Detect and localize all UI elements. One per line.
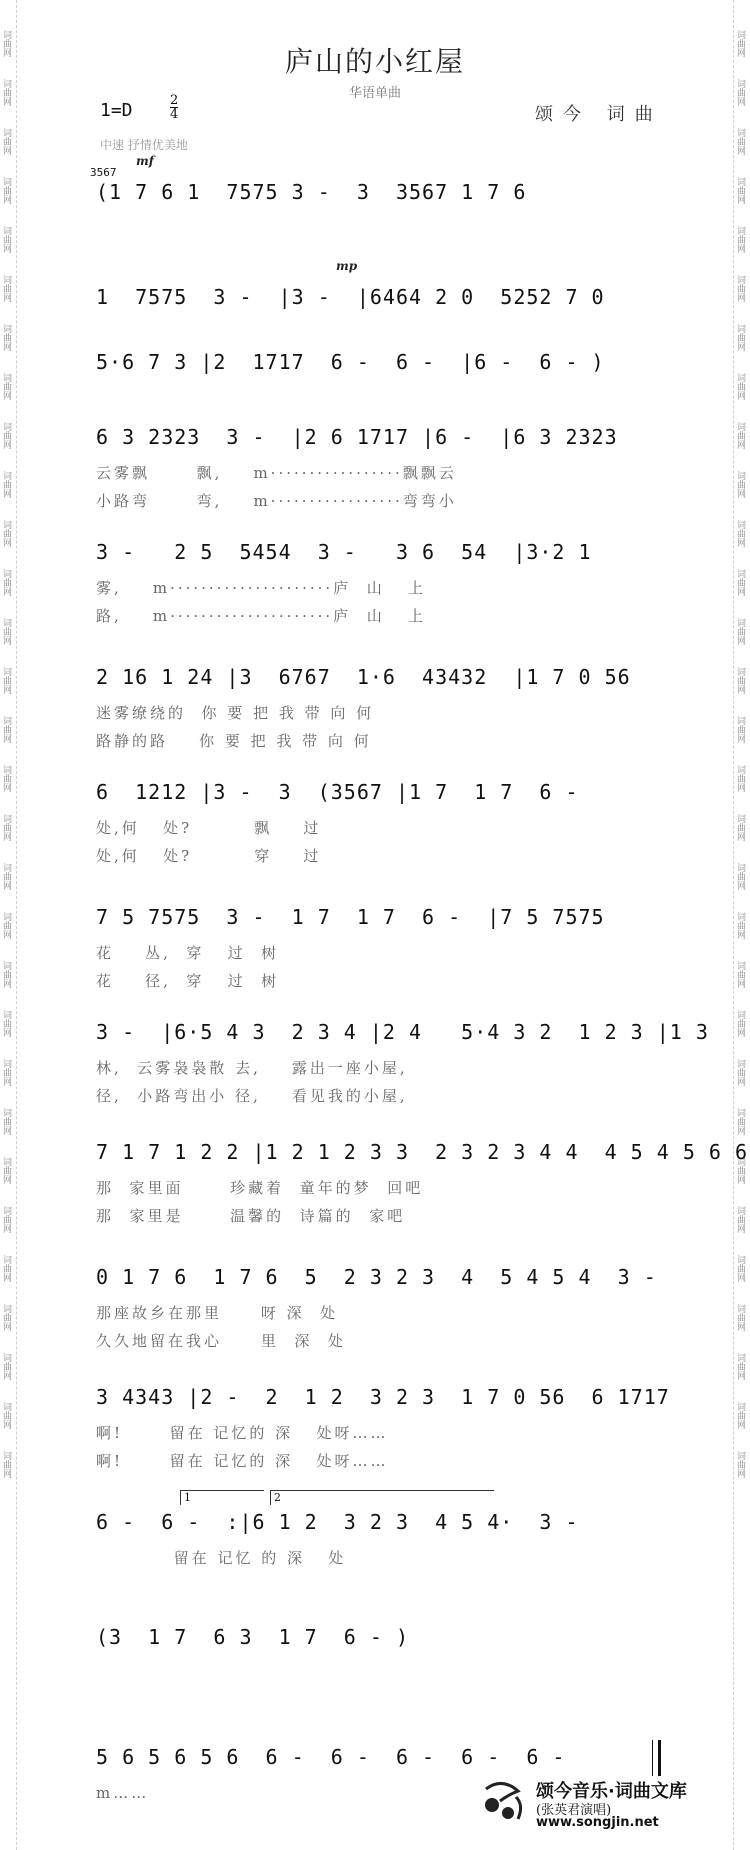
margin-watermark-label: 词曲网 [1, 1451, 11, 1478]
margin-watermark-label: 词曲网 [1, 1402, 11, 1429]
margin-watermark-label: 词曲网 [735, 716, 745, 743]
score-line [96, 665, 656, 755]
notation-line: 3 - 2 5 5454 3 - 3 6 54 |3·2 1 [96, 540, 592, 564]
notation-line: 5 6 5 6 5 6 6 - 6 - 6 - 6 - 6 - [96, 1745, 566, 1769]
margin-watermark-label: 词曲网 [1, 177, 11, 204]
margin-watermark-label: 词曲网 [735, 373, 745, 400]
lyric-line: 路静的路 你 要 把 我 带 向 何 [96, 732, 372, 750]
margin-watermark-label: 词曲网 [1, 667, 11, 694]
notation-line: 5·6 7 3 |2 1717 6 - 6 - |6 - 6 - ) [96, 350, 605, 374]
margin-watermark-label: 词曲网 [735, 961, 745, 988]
margin-watermark-label: 词曲网 [735, 1108, 745, 1135]
margin-watermark-label: 词曲网 [735, 324, 745, 351]
dynamic-marking: mp [336, 259, 358, 273]
margin-watermark-label: 词曲网 [735, 1304, 745, 1331]
margin-watermark-label: 词曲网 [1, 765, 11, 792]
publisher-url: www.songjin.net [536, 1815, 659, 1830]
notation-line: 0 1 7 6 1 7 6 5 2 3 2 3 4 5 4 5 4 3 - [96, 1265, 657, 1289]
margin-watermark-label: 词曲网 [735, 814, 745, 841]
margin-watermark-label: 词曲网 [735, 520, 745, 547]
lyric-line: 迷雾缭绕的 你 要 把 我 带 向 何 [96, 704, 375, 722]
notation-line: (3 1 7 6 3 1 7 6 - ) [96, 1625, 409, 1649]
margin-watermark-label: 词曲网 [735, 863, 745, 890]
margin-watermark-label: 词曲网 [735, 1255, 745, 1282]
lyric-line: 处,何 处? 穿 过 [96, 847, 322, 865]
margin-watermark-label: 词曲网 [1, 961, 11, 988]
lyric-line: 那座故乡在那里 呀 深 处 [96, 1304, 339, 1322]
margin-watermark-label: 词曲网 [1, 814, 11, 841]
margin-watermark-label: 词曲网 [735, 1451, 745, 1478]
margin-watermark-label: 词曲网 [735, 1206, 745, 1233]
lyric-line: 路, m·····················庐 山 上 [96, 607, 427, 625]
notation-line: 3 4343 |2 - 2 1 2 3 2 3 1 7 0 56 6 1717 [96, 1385, 670, 1409]
lyric-line: 啊! 留在 记忆的 深 处呀…… [96, 1452, 389, 1470]
volta-bracket: 1 [180, 1490, 264, 1505]
margin-watermark-label: 词曲网 [1, 1059, 11, 1086]
score-line [96, 259, 656, 309]
music-note-logo-icon [478, 1775, 528, 1825]
tempo-marking: 中速 抒情优美地 [100, 138, 188, 152]
margin-watermark-label: 词曲网 [1, 226, 11, 253]
notation-line: 1 7575 3 - |3 - |6464 2 0 5252 7 0 [96, 285, 605, 309]
margin-watermark-label: 词曲网 [735, 1402, 745, 1429]
score-line [96, 1625, 656, 1649]
margin-watermark-label: 词曲网 [1, 373, 11, 400]
margin-watermark-label: 词曲网 [1, 1010, 11, 1037]
score-line [96, 1020, 709, 1110]
margin-watermark-label: 词曲网 [1, 520, 11, 547]
notation-line: 2 16 1 24 |3 6767 1·6 43432 |1 7 0 56 [96, 665, 631, 689]
meter-bottom: 4 [170, 107, 179, 122]
lyric-line: 那 家里面 珍藏着 童年的梦 回吧 [96, 1179, 424, 1197]
lyric-line: 处,何 处? 飘 过 [96, 819, 322, 837]
publisher-logo-block [478, 1775, 738, 1835]
margin-watermark-label: 词曲网 [735, 128, 745, 155]
right-margin-strip [733, 0, 750, 1850]
lyric-line: m…… [96, 1784, 150, 1802]
margin-watermark-label: 词曲网 [1, 1304, 11, 1331]
volta-bracket: 2 [270, 1490, 494, 1505]
lyric-line: 那 家里是 温馨的 诗篇的 家吧 [96, 1207, 406, 1225]
margin-watermark-label: 词曲网 [1, 422, 11, 449]
margin-watermark-label: 词曲网 [1, 863, 11, 890]
song-title: 庐山的小红屋 [284, 45, 465, 78]
margin-watermark-label: 词曲网 [735, 226, 745, 253]
margin-watermark-label: 词曲网 [735, 1353, 745, 1380]
time-signature [170, 94, 178, 121]
margin-watermark-label: 词曲网 [1, 1108, 11, 1135]
margin-watermark-label: 词曲网 [735, 765, 745, 792]
margin-watermark-label: 词曲网 [1, 618, 11, 645]
margin-watermark-label: 词曲网 [1, 1255, 11, 1282]
notation-line: 6 - 6 - :|6 1 2 3 2 3 4 5 4· 3 - [96, 1510, 579, 1534]
margin-watermark-label: 词曲网 [735, 177, 745, 204]
margin-watermark-label: 词曲网 [735, 471, 745, 498]
meter-top: 2 [170, 93, 179, 108]
notation-line: 7 5 7575 3 - 1 7 1 7 6 - |7 5 7575 [96, 905, 605, 929]
margin-watermark-label: 词曲网 [735, 1157, 745, 1184]
lyric-line: 林, 云雾袅袅散 去, 露出一座小屋, [96, 1059, 408, 1077]
margin-watermark-label: 词曲网 [1, 1353, 11, 1380]
margin-watermark-label: 词曲网 [735, 569, 745, 596]
notation-line: (1 7 6 1 7575 3 - 3 3567 1 7 6 [96, 180, 527, 204]
lyric-line: 径, 小路弯出小 径, 看见我的小屋, [96, 1087, 408, 1105]
margin-watermark-label: 词曲网 [735, 422, 745, 449]
score-line [96, 425, 656, 515]
score-line [96, 1385, 670, 1475]
margin-watermark-label: 词曲网 [735, 79, 745, 106]
margin-watermark-label: 词曲网 [1, 569, 11, 596]
margin-watermark-label: 词曲网 [1, 128, 11, 155]
margin-watermark-label: 词曲网 [735, 618, 745, 645]
lyric-line: 花 径, 穿 过 树 [96, 972, 280, 990]
margin-watermark-label: 词曲网 [735, 1059, 745, 1086]
score-line [96, 1510, 656, 1572]
singer-credit: (张英君演唱) [536, 1803, 612, 1818]
score-line [96, 540, 656, 630]
lyric-line: 啊! 留在 记忆的 深 处呀…… [96, 1424, 389, 1442]
margin-watermark-label: 词曲网 [1, 912, 11, 939]
lyric-line: 小路弯 弯, m·················弯弯小 [96, 492, 457, 510]
notation-line: 6 1212 |3 - 3 (3567 |1 7 1 7 6 - [96, 780, 579, 804]
score-line [96, 350, 656, 374]
key-signature: 1=D [100, 100, 133, 121]
margin-watermark-label: 词曲网 [1, 324, 11, 351]
score-line [96, 1265, 656, 1355]
margin-watermark-label: 词曲网 [1, 1157, 11, 1184]
notation-line: 3 - |6·5 4 3 2 3 4 |2 4 5·4 3 2 1 2 3 |1 3 [96, 1020, 709, 1044]
margin-watermark-label: 词曲网 [735, 275, 745, 302]
margin-watermark-label: 词曲网 [1, 30, 11, 57]
dynamic-marking: mf [136, 154, 154, 168]
margin-watermark-label: 词曲网 [735, 667, 745, 694]
margin-watermark-label: 词曲网 [735, 1010, 745, 1037]
lyric-line: 久久地留在我心 里 深 处 [96, 1332, 346, 1350]
lyric-line: 雾, m·····················庐 山 上 [96, 579, 427, 597]
margin-watermark-label: 词曲网 [735, 30, 745, 57]
margin-watermark-label: 词曲网 [735, 912, 745, 939]
lyric-line: 云雾飘 飘, m·················飘飘云 [96, 464, 457, 482]
margin-watermark-label: 词曲网 [1, 79, 11, 106]
score-line [96, 905, 656, 995]
song-subtitle: 华语单曲 [348, 86, 401, 101]
margin-watermark-label: 词曲网 [1, 1206, 11, 1233]
margin-watermark-label: 词曲网 [1, 471, 11, 498]
grace-notes: 3567 [90, 166, 117, 179]
lyric-line: 花 丛, 穿 过 树 [96, 944, 280, 962]
score-line [90, 154, 656, 204]
author-credit: 颂今 词曲 [535, 104, 663, 125]
margin-watermark-label: 词曲网 [1, 275, 11, 302]
left-margin-strip [0, 0, 17, 1850]
margin-watermark-label: 词曲网 [1, 716, 11, 743]
lyric-line: 留在 记忆 的 深 处 [96, 1549, 347, 1567]
notation-line: 6 3 2323 3 - |2 6 1717 |6 - |6 3 2323 [96, 425, 618, 449]
publisher-name: 颂今音乐·词曲文库 [536, 1781, 687, 1802]
final-barline [652, 1740, 661, 1776]
score-line [96, 780, 656, 870]
notation-line: 7 1 7 1 2 2 |1 2 1 2 3 3 2 3 2 3 4 4 4 5 4 5 6 6 [96, 1140, 749, 1164]
